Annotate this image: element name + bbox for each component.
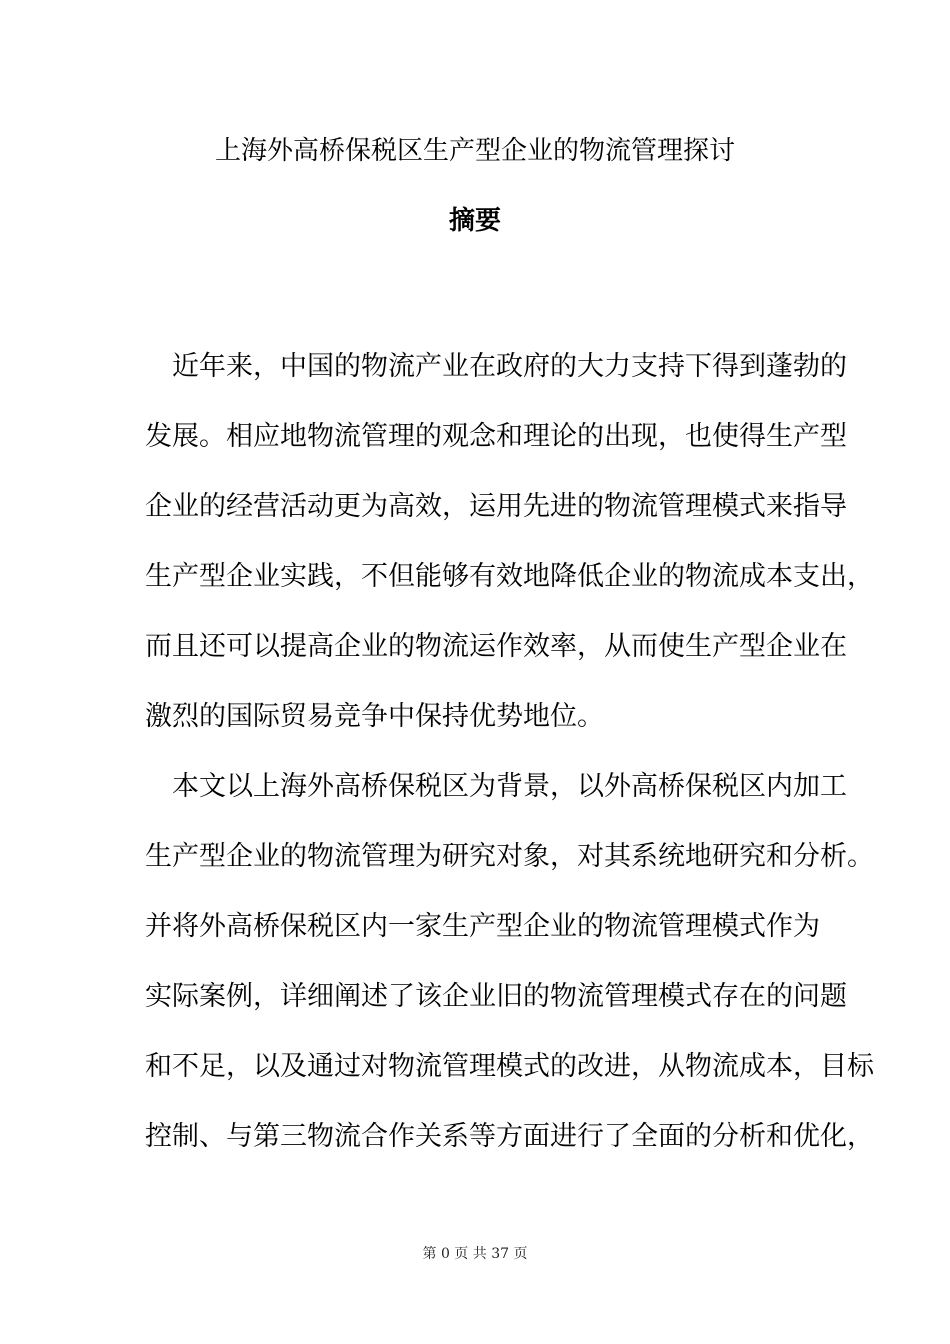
document-title: 上海外高桥保税区生产型企业的物流管理探讨 xyxy=(214,136,735,166)
text-line: 生产型企业实践，不但能够有效地降低企业的物流成本支出， xyxy=(145,561,874,592)
text-line: 生产型企业的物流管理为研究对象，对其系统地研究和分析。 xyxy=(145,841,874,872)
text-line: 本文以上海外高桥保税区为背景，以外高桥保税区内加工 xyxy=(145,771,847,802)
text-line: 控制、与第三物流合作关系等方面进行了全面的分析和优化， xyxy=(145,1121,874,1152)
abstract-heading: 摘要 xyxy=(448,206,501,236)
abstract-body xyxy=(145,343,874,1183)
text-line: 发展。相应地物流管理的观念和理论的出现，也使得生产型 xyxy=(145,421,847,452)
text-line: 而且还可以提高企业的物流运作效率，从而使生产型企业在 xyxy=(145,631,847,662)
text-line: 并将外高桥保税区内一家生产型企业的物流管理模式作为 xyxy=(145,911,820,942)
page-footer: 第 0 页 共 37 页 xyxy=(422,1246,528,1262)
text-line: 激烈的国际贸易竞争中保持优势地位。 xyxy=(145,701,604,732)
text-line: 近年来，中国的物流产业在政府的大力支持下得到蓬勃的 xyxy=(145,351,847,382)
text-line: 企业的经营活动更为高效，运用先进的物流管理模式来指导 xyxy=(145,491,847,522)
text-line: 和不足，以及通过对物流管理模式的改进，从物流成本，目标 xyxy=(145,1051,874,1082)
text-line: 实际案例，详细阐述了该企业旧的物流管理模式存在的问题 xyxy=(145,981,847,1012)
